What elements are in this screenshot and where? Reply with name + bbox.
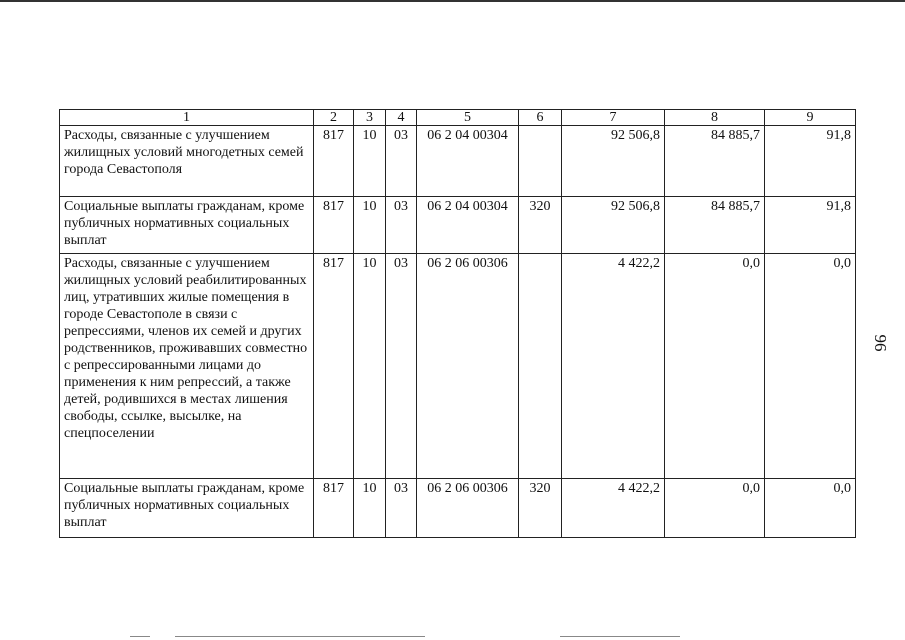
ministry-code: 817 bbox=[314, 126, 354, 197]
expense-type-code: 320 bbox=[519, 479, 562, 538]
execution-percent: 91,8 bbox=[765, 126, 856, 197]
planned-amount: 4 422,2 bbox=[562, 479, 665, 538]
header-col-5: 5 bbox=[417, 110, 519, 126]
section-code: 10 bbox=[354, 197, 386, 254]
header-col-3: 3 bbox=[354, 110, 386, 126]
executed-amount: 84 885,7 bbox=[665, 126, 765, 197]
row-description: Социальные выплаты гражданам, кроме публичных нормативных социальных выплат bbox=[60, 479, 314, 538]
target-article-code: 06 2 06 00306 bbox=[417, 479, 519, 538]
executed-amount: 84 885,7 bbox=[665, 197, 765, 254]
execution-percent: 0,0 bbox=[765, 254, 856, 479]
section-code: 10 bbox=[354, 254, 386, 479]
executed-amount: 0,0 bbox=[665, 254, 765, 479]
header-col-4: 4 bbox=[386, 110, 417, 126]
page-top-border bbox=[0, 0, 905, 2]
header-col-9: 9 bbox=[765, 110, 856, 126]
table-header-row bbox=[60, 110, 856, 126]
ministry-code: 817 bbox=[314, 254, 354, 479]
budget-table bbox=[59, 109, 856, 538]
scan-artifact-line bbox=[130, 636, 150, 637]
subsection-code: 03 bbox=[386, 479, 417, 538]
execution-percent: 91,8 bbox=[765, 197, 856, 254]
expense-type-code bbox=[519, 254, 562, 479]
header-col-8: 8 bbox=[665, 110, 765, 126]
page-number: 96 bbox=[871, 334, 890, 352]
row-description: Социальные выплаты гражданам, кроме публичных нормативных социальных выплат bbox=[60, 197, 314, 254]
header-col-7: 7 bbox=[562, 110, 665, 126]
execution-percent: 0,0 bbox=[765, 479, 856, 538]
header-col-1: 1 bbox=[60, 110, 314, 126]
scan-artifact-line bbox=[560, 636, 680, 637]
row-description: Расходы, связанные с улучшением жилищных условий реабилитированных лиц, утративших жилые помещения в городе Севастополе в связи с репрессиями, членов их семей и других родственников, проживавших совместно с репрессированными лицами до применения к ним репрессий, а также детей, родившихся в местах лишения свободы, ссылке, высылке, на спецпоселении bbox=[60, 254, 314, 479]
executed-amount: 0,0 bbox=[665, 479, 765, 538]
planned-amount: 92 506,8 bbox=[562, 126, 665, 197]
target-article-code: 06 2 04 00304 bbox=[417, 126, 519, 197]
header-col-6: 6 bbox=[519, 110, 562, 126]
table-row bbox=[60, 197, 856, 254]
scan-artifact-line bbox=[175, 636, 425, 637]
planned-amount: 4 422,2 bbox=[562, 254, 665, 479]
ministry-code: 817 bbox=[314, 479, 354, 538]
expense-type-code bbox=[519, 126, 562, 197]
ministry-code: 817 bbox=[314, 197, 354, 254]
table-row bbox=[60, 479, 856, 538]
table-row bbox=[60, 126, 856, 197]
section-code: 10 bbox=[354, 126, 386, 197]
header-col-2: 2 bbox=[314, 110, 354, 126]
target-article-code: 06 2 06 00306 bbox=[417, 254, 519, 479]
planned-amount: 92 506,8 bbox=[562, 197, 665, 254]
subsection-code: 03 bbox=[386, 254, 417, 479]
target-article-code: 06 2 04 00304 bbox=[417, 197, 519, 254]
subsection-code: 03 bbox=[386, 197, 417, 254]
table-row bbox=[60, 254, 856, 479]
subsection-code: 03 bbox=[386, 126, 417, 197]
section-code: 10 bbox=[354, 479, 386, 538]
expense-type-code: 320 bbox=[519, 197, 562, 254]
row-description: Расходы, связанные с улучшением жилищных условий многодетных семей города Севастополя bbox=[60, 126, 314, 197]
